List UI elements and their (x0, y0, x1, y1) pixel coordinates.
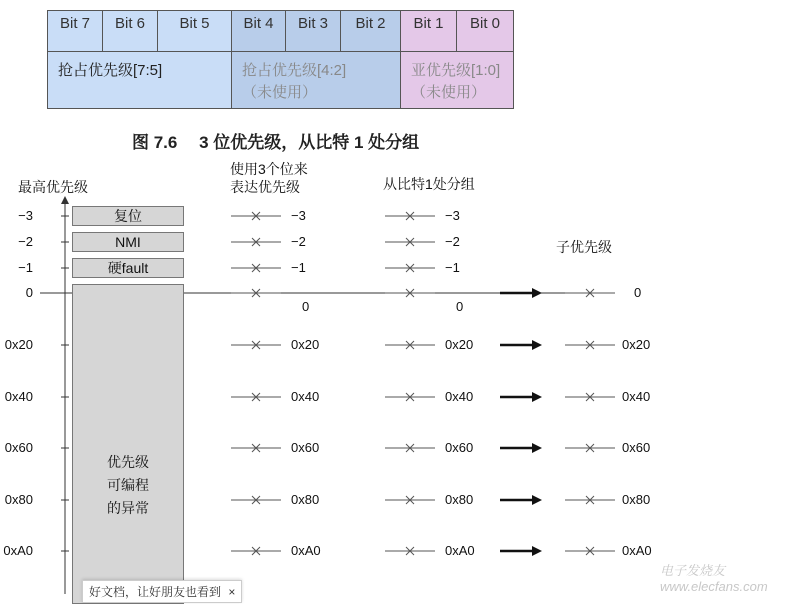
col2-marker (385, 341, 435, 349)
col1-marker (231, 444, 281, 452)
col2-value: 0xA0 (445, 543, 475, 558)
bit-cell: Bit 5 (157, 10, 232, 52)
group-label: 抢占优先级[4:2] (242, 62, 347, 79)
col3-marker (565, 496, 615, 504)
col1-value: 0x60 (291, 440, 320, 455)
watermark-text: 电子发烧友 www.elecfans.com (660, 563, 768, 594)
group-arrow (500, 288, 542, 298)
group-label: 抢占优先级[7:5] (58, 62, 163, 79)
toast-text: 好文档，让好朋友也看到 (89, 585, 222, 599)
group-arrow (500, 443, 542, 453)
col3-title: 子优先级 (556, 239, 612, 255)
col2-marker (385, 393, 435, 401)
y-axis-label: 0xA0 (3, 543, 33, 558)
col3-marker (565, 289, 615, 297)
col1-value: −2 (291, 234, 306, 249)
col2-value: −3 (445, 208, 460, 223)
col2-marker (385, 212, 435, 220)
col2-marker (385, 547, 435, 555)
col2-value: −1 (445, 260, 460, 275)
col3-value: 0x80 (622, 492, 651, 507)
group-note: （未使用） (242, 84, 318, 101)
col2-value: −2 (445, 234, 460, 249)
col2-title: 从比特1处分组 (383, 176, 475, 192)
box-line: 可编程 (107, 477, 149, 493)
col1-value: −3 (291, 208, 306, 223)
col1-value: 0 (302, 299, 310, 314)
col1-marker (231, 264, 281, 272)
col1-marker (231, 496, 281, 504)
group-arrow (500, 546, 542, 556)
group-label: 亚优先级[1:0] (411, 62, 501, 79)
y-axis-label: 0x20 (4, 337, 33, 352)
bit-cell: Bit 4 (231, 10, 286, 52)
col3-value: 0x60 (622, 440, 651, 455)
group-note: （未使用） (411, 84, 487, 101)
col1-value: −1 (291, 260, 306, 275)
y-axis-label: −1 (18, 260, 33, 275)
col2-marker (385, 264, 435, 272)
col3-value: 0x40 (622, 389, 651, 404)
y-axis-label: 0 (25, 285, 33, 300)
col2-marker (385, 238, 435, 246)
col2-value: 0x20 (445, 337, 474, 352)
col1-marker (231, 289, 281, 297)
bit-cell: Bit 3 (285, 10, 341, 52)
col2-marker (385, 496, 435, 504)
box-line: 的异常 (107, 500, 149, 516)
col3-marker (565, 341, 615, 349)
col1-marker (231, 547, 281, 555)
col1-marker (231, 393, 281, 401)
y-axis-label: 0x40 (4, 389, 33, 404)
col2-value: 0x80 (445, 492, 474, 507)
close-icon[interactable]: × (228, 585, 236, 599)
y-axis-label: −3 (18, 208, 33, 223)
share-toast[interactable] (82, 580, 242, 603)
col1-marker (231, 212, 281, 220)
col2-value: 0x40 (445, 389, 474, 404)
nmi-box: NMI (72, 232, 184, 252)
col3-value: 0 (634, 285, 642, 300)
programmable-exceptions-box (72, 284, 184, 604)
col2-marker (385, 289, 435, 297)
col3-value: 0xA0 (622, 543, 652, 558)
group-arrow (500, 340, 542, 350)
col3-marker (565, 393, 615, 401)
col2-value: 0x60 (445, 440, 474, 455)
col1-value: 0x20 (291, 337, 320, 352)
box-line: 优先级 (107, 454, 149, 470)
col3-value: 0x20 (622, 337, 651, 352)
col1-value: 0xA0 (291, 543, 321, 558)
group-arrow (500, 392, 542, 402)
bit-cell: Bit 0 (456, 10, 514, 52)
col1-marker (231, 341, 281, 349)
col1-value: 0x80 (291, 492, 320, 507)
y-axis-label: 0x60 (4, 440, 33, 455)
reset-box: 复位 (72, 206, 184, 226)
y-axis-label: −2 (18, 234, 33, 249)
y-axis-label: 0x80 (4, 492, 33, 507)
hardfault-box: 硬fault (72, 258, 184, 278)
bit-cell: Bit 6 (102, 10, 158, 52)
col1-value: 0x40 (291, 389, 320, 404)
bit-cell: Bit 2 (340, 10, 401, 52)
col3-marker (565, 547, 615, 555)
col3-marker (565, 444, 615, 452)
figure-caption: 图 7.6 3 位优先级，从比特 1 处分组 (132, 133, 420, 152)
col1-title-line: 使用3个位来 (230, 161, 308, 177)
col2-marker (385, 444, 435, 452)
bit-cell: Bit 7 (47, 10, 103, 52)
col2-value: 0 (456, 299, 464, 314)
col1-marker (231, 238, 281, 246)
group-arrow (500, 495, 542, 505)
col1-title-line: 表达优先级 (230, 179, 300, 195)
y-axis-title: 最高优先级 (18, 179, 88, 195)
bit-cell: Bit 1 (400, 10, 457, 52)
